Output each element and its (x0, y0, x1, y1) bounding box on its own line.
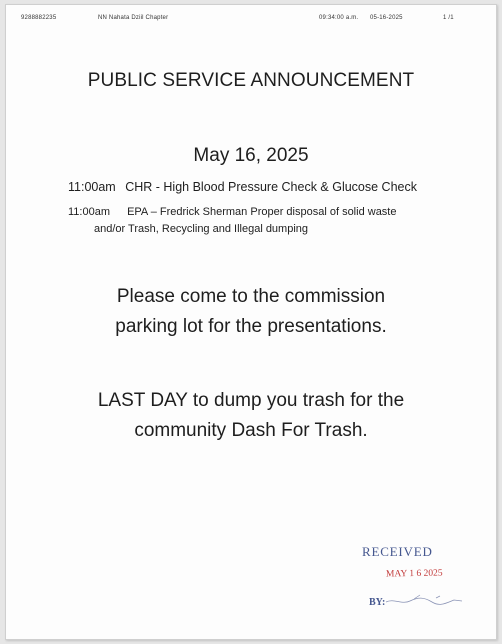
event-time: 11:00am (68, 206, 110, 218)
event-item (68, 180, 417, 194)
event-description: EPA – Fredrick Sherman Proper disposal of solid waste (127, 206, 397, 218)
document-page (5, 4, 497, 640)
message-line: Please come to the commission (116, 286, 386, 307)
message-line: LAST DAY to dump you trash for the (97, 390, 405, 411)
announcement-title: PUBLIC SERVICE ANNOUNCEMENT (87, 70, 415, 91)
message-line: parking lot for the presentations. (115, 316, 387, 337)
stamp-received-label: RECEIVED (362, 544, 433, 559)
stamp-date: MAY 1 6 2025 (385, 568, 443, 580)
event-item (68, 206, 396, 218)
fax-number: 9288882235 (21, 15, 57, 21)
event-description: CHR - High Blood Pressure Check & Glucose Check (125, 180, 417, 194)
announcement-date: May 16, 2025 (193, 145, 309, 166)
fax-page-count: 1 /1 (443, 15, 454, 21)
fax-time: 09:34:00 a.m. (319, 15, 359, 21)
fax-date: 05-16-2025 (370, 15, 403, 21)
event-time: 11:00am (68, 180, 116, 194)
signature-icon (384, 592, 464, 608)
received-stamp (362, 544, 472, 614)
event-description-continuation: and/or Trash, Recycling and Illegal dumping (94, 223, 309, 235)
message-line: community Dash For Trash. (134, 420, 368, 441)
fax-sender: NN Nahata Dziil Chapter (98, 15, 169, 21)
stamp-by-label: BY: (369, 597, 386, 608)
